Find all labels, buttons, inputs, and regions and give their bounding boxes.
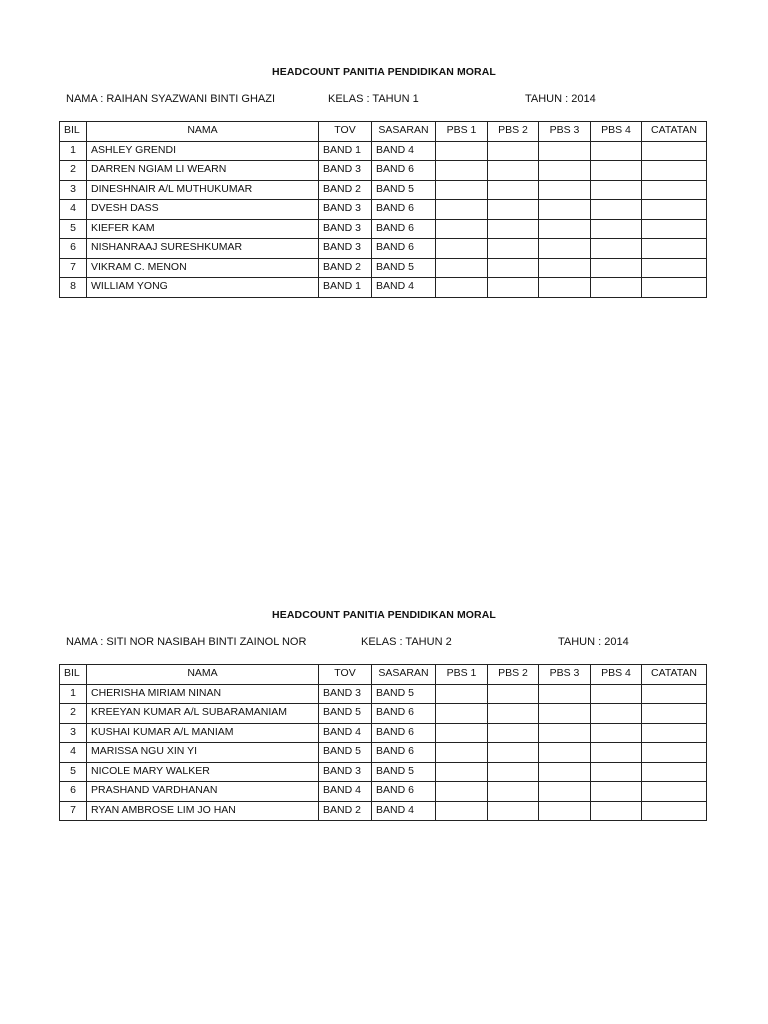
cell-tov: BAND 3 xyxy=(319,161,372,181)
teacher-name: NAMA : SITI NOR NASIBAH BINTI ZAINOL NOR xyxy=(66,636,307,648)
cell-catatan xyxy=(642,278,707,298)
header-sasaran: SASARAN xyxy=(372,122,436,142)
cell-pbs1 xyxy=(436,278,488,298)
table-row xyxy=(60,141,707,161)
header-pbs3: PBS 3 xyxy=(539,122,591,142)
cell-pbs1 xyxy=(436,704,488,724)
table-header-row xyxy=(60,122,707,142)
cell-pbs3 xyxy=(539,801,591,821)
cell-tov: BAND 5 xyxy=(319,704,372,724)
cell-nama: CHERISHA MIRIAM NINAN xyxy=(87,684,319,704)
header-pbs4: PBS 4 xyxy=(591,122,642,142)
cell-pbs4 xyxy=(591,239,642,259)
cell-sasaran: BAND 6 xyxy=(372,219,436,239)
cell-pbs2 xyxy=(488,762,539,782)
header-sasaran: SASARAN xyxy=(372,665,436,685)
cell-catatan xyxy=(642,239,707,259)
cell-pbs3 xyxy=(539,239,591,259)
cell-pbs1 xyxy=(436,180,488,200)
cell-pbs3 xyxy=(539,141,591,161)
table-row xyxy=(60,219,707,239)
cell-bil: 2 xyxy=(60,704,87,724)
table-row xyxy=(60,743,707,763)
cell-pbs1 xyxy=(436,782,488,802)
cell-nama: VIKRAM C. MENON xyxy=(87,258,319,278)
cell-bil: 8 xyxy=(60,278,87,298)
cell-pbs4 xyxy=(591,180,642,200)
roster-table xyxy=(59,121,707,298)
cell-nama: NISHANRAAJ SURESHKUMAR xyxy=(87,239,319,259)
cell-pbs1 xyxy=(436,141,488,161)
cell-pbs3 xyxy=(539,782,591,802)
cell-bil: 4 xyxy=(60,743,87,763)
cell-bil: 6 xyxy=(60,239,87,259)
class-label: KELAS : TAHUN 2 xyxy=(361,636,452,648)
header-nama: NAMA xyxy=(87,665,319,685)
cell-bil: 1 xyxy=(60,684,87,704)
table-row xyxy=(60,801,707,821)
class-label: KELAS : TAHUN 1 xyxy=(328,93,419,105)
cell-pbs1 xyxy=(436,161,488,181)
table-row xyxy=(60,704,707,724)
cell-sasaran: BAND 6 xyxy=(372,161,436,181)
cell-pbs3 xyxy=(539,723,591,743)
cell-pbs2 xyxy=(488,239,539,259)
header-pbs3: PBS 3 xyxy=(539,665,591,685)
header-nama: NAMA xyxy=(87,122,319,142)
table-header-row xyxy=(60,665,707,685)
cell-sasaran: BAND 6 xyxy=(372,723,436,743)
cell-pbs4 xyxy=(591,141,642,161)
cell-catatan xyxy=(642,161,707,181)
cell-nama: MARISSA NGU XIN YI xyxy=(87,743,319,763)
cell-catatan xyxy=(642,141,707,161)
cell-sasaran: BAND 4 xyxy=(372,278,436,298)
cell-nama: RYAN AMBROSE LIM JO HAN xyxy=(87,801,319,821)
cell-pbs1 xyxy=(436,762,488,782)
cell-pbs4 xyxy=(591,684,642,704)
cell-pbs3 xyxy=(539,278,591,298)
cell-bil: 5 xyxy=(60,219,87,239)
cell-pbs2 xyxy=(488,704,539,724)
table-row xyxy=(60,161,707,181)
header-bil: BIL xyxy=(60,665,87,685)
cell-pbs2 xyxy=(488,258,539,278)
cell-bil: 6 xyxy=(60,782,87,802)
cell-pbs4 xyxy=(591,258,642,278)
cell-tov: BAND 3 xyxy=(319,200,372,220)
cell-nama: KUSHAI KUMAR A/L MANIAM xyxy=(87,723,319,743)
cell-pbs4 xyxy=(591,161,642,181)
cell-nama: DVESH DASS xyxy=(87,200,319,220)
cell-catatan xyxy=(642,801,707,821)
cell-bil: 7 xyxy=(60,801,87,821)
table-row xyxy=(60,762,707,782)
cell-tov: BAND 4 xyxy=(319,782,372,802)
cell-pbs2 xyxy=(488,200,539,220)
cell-pbs1 xyxy=(436,723,488,743)
cell-nama: WILLIAM YONG xyxy=(87,278,319,298)
cell-tov: BAND 2 xyxy=(319,258,372,278)
cell-tov: BAND 5 xyxy=(319,743,372,763)
cell-sasaran: BAND 6 xyxy=(372,743,436,763)
header-tov: TOV xyxy=(319,665,372,685)
cell-pbs1 xyxy=(436,801,488,821)
cell-pbs3 xyxy=(539,200,591,220)
cell-bil: 1 xyxy=(60,141,87,161)
cell-catatan xyxy=(642,723,707,743)
cell-sasaran: BAND 4 xyxy=(372,141,436,161)
cell-tov: BAND 2 xyxy=(319,180,372,200)
cell-pbs2 xyxy=(488,219,539,239)
cell-tov: BAND 2 xyxy=(319,801,372,821)
cell-pbs3 xyxy=(539,219,591,239)
cell-tov: BAND 3 xyxy=(319,219,372,239)
cell-tov: BAND 1 xyxy=(319,141,372,161)
section-title: HEADCOUNT PANITIA PENDIDIKAN MORAL xyxy=(272,66,496,78)
header-pbs1: PBS 1 xyxy=(436,665,488,685)
cell-pbs2 xyxy=(488,801,539,821)
cell-sasaran: BAND 5 xyxy=(372,684,436,704)
cell-sasaran: BAND 6 xyxy=(372,200,436,220)
table-row xyxy=(60,684,707,704)
cell-pbs2 xyxy=(488,161,539,181)
cell-pbs2 xyxy=(488,141,539,161)
cell-catatan xyxy=(642,684,707,704)
cell-bil: 3 xyxy=(60,723,87,743)
year-label: TAHUN : 2014 xyxy=(525,93,596,105)
cell-nama: NICOLE MARY WALKER xyxy=(87,762,319,782)
roster-table xyxy=(59,664,707,821)
teacher-name: NAMA : RAIHAN SYAZWANI BINTI GHAZI xyxy=(66,93,276,105)
cell-pbs2 xyxy=(488,743,539,763)
year-label: TAHUN : 2014 xyxy=(558,636,629,648)
cell-bil: 7 xyxy=(60,258,87,278)
cell-pbs1 xyxy=(436,200,488,220)
table-row xyxy=(60,723,707,743)
cell-pbs2 xyxy=(488,723,539,743)
cell-pbs3 xyxy=(539,180,591,200)
header-pbs4: PBS 4 xyxy=(591,665,642,685)
header-catatan: CATATAN xyxy=(642,122,707,142)
header-pbs1: PBS 1 xyxy=(436,122,488,142)
cell-pbs2 xyxy=(488,684,539,704)
cell-nama: DARREN NGIAM LI WEARN xyxy=(87,161,319,181)
header-pbs2: PBS 2 xyxy=(488,665,539,685)
cell-pbs3 xyxy=(539,161,591,181)
cell-sasaran: BAND 5 xyxy=(372,258,436,278)
cell-sasaran: BAND 5 xyxy=(372,180,436,200)
cell-tov: BAND 1 xyxy=(319,278,372,298)
cell-pbs3 xyxy=(539,704,591,724)
cell-tov: BAND 3 xyxy=(319,239,372,259)
cell-pbs4 xyxy=(591,782,642,802)
cell-catatan xyxy=(642,782,707,802)
cell-pbs2 xyxy=(488,782,539,802)
cell-catatan xyxy=(642,704,707,724)
cell-nama: KIEFER KAM xyxy=(87,219,319,239)
header-bil: BIL xyxy=(60,122,87,142)
cell-pbs3 xyxy=(539,762,591,782)
cell-pbs4 xyxy=(591,200,642,220)
table-row xyxy=(60,258,707,278)
cell-nama: KREEYAN KUMAR A/L SUBARAMANIAM xyxy=(87,704,319,724)
cell-catatan xyxy=(642,258,707,278)
cell-pbs4 xyxy=(591,743,642,763)
cell-pbs2 xyxy=(488,278,539,298)
cell-sasaran: BAND 4 xyxy=(372,801,436,821)
cell-sasaran: BAND 6 xyxy=(372,782,436,802)
cell-bil: 3 xyxy=(60,180,87,200)
header-catatan: CATATAN xyxy=(642,665,707,685)
cell-catatan xyxy=(642,200,707,220)
cell-bil: 4 xyxy=(60,200,87,220)
table-row xyxy=(60,180,707,200)
cell-pbs4 xyxy=(591,278,642,298)
cell-pbs1 xyxy=(436,684,488,704)
cell-pbs1 xyxy=(436,258,488,278)
cell-tov: BAND 3 xyxy=(319,684,372,704)
cell-nama: ASHLEY GRENDI xyxy=(87,141,319,161)
cell-bil: 5 xyxy=(60,762,87,782)
cell-sasaran: BAND 6 xyxy=(372,239,436,259)
cell-nama: PRASHAND VARDHANAN xyxy=(87,782,319,802)
table-row xyxy=(60,278,707,298)
header-tov: TOV xyxy=(319,122,372,142)
cell-pbs4 xyxy=(591,219,642,239)
cell-sasaran: BAND 6 xyxy=(372,704,436,724)
table-row xyxy=(60,782,707,802)
cell-pbs3 xyxy=(539,743,591,763)
section-title: HEADCOUNT PANITIA PENDIDIKAN MORAL xyxy=(272,609,496,621)
header-pbs2: PBS 2 xyxy=(488,122,539,142)
cell-catatan xyxy=(642,219,707,239)
cell-catatan xyxy=(642,743,707,763)
cell-pbs1 xyxy=(436,743,488,763)
cell-pbs3 xyxy=(539,258,591,278)
cell-pbs4 xyxy=(591,704,642,724)
cell-pbs4 xyxy=(591,723,642,743)
cell-sasaran: BAND 5 xyxy=(372,762,436,782)
cell-pbs1 xyxy=(436,239,488,259)
cell-catatan xyxy=(642,180,707,200)
table-row xyxy=(60,200,707,220)
cell-bil: 2 xyxy=(60,161,87,181)
cell-pbs1 xyxy=(436,219,488,239)
cell-pbs4 xyxy=(591,801,642,821)
cell-pbs4 xyxy=(591,762,642,782)
cell-tov: BAND 4 xyxy=(319,723,372,743)
cell-catatan xyxy=(642,762,707,782)
cell-pbs3 xyxy=(539,684,591,704)
cell-tov: BAND 3 xyxy=(319,762,372,782)
cell-pbs2 xyxy=(488,180,539,200)
table-row xyxy=(60,239,707,259)
cell-nama: DINESHNAIR A/L MUTHUKUMAR xyxy=(87,180,319,200)
